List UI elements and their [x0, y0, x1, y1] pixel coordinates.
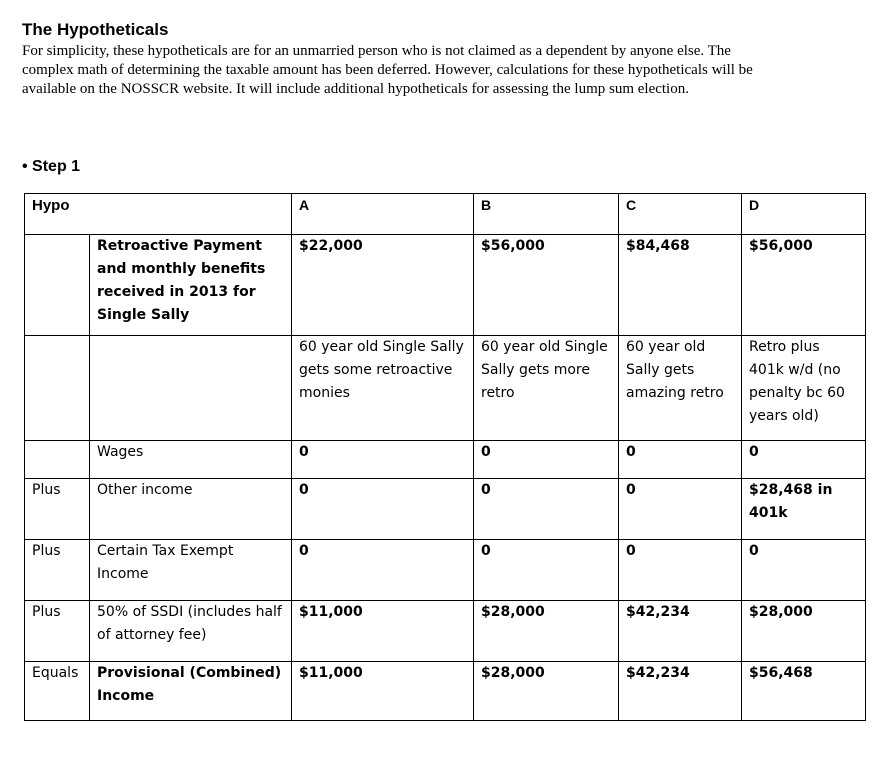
step-heading: • Step 1 — [22, 158, 81, 175]
row-prefix: Plus — [25, 479, 90, 540]
value-b: $56,000 — [474, 235, 619, 336]
value-a: 0 — [292, 540, 474, 601]
row-label: 50% of SSDI (includes half of attorney fee) — [90, 601, 292, 662]
value-c: 0 — [619, 479, 742, 540]
value-b: $28,000 — [474, 601, 619, 662]
table-row — [25, 479, 866, 540]
row-prefix: Equals — [25, 662, 90, 721]
value-d: $28,468 in 401k — [742, 479, 866, 540]
value-d: 0 — [742, 540, 866, 601]
row-prefix — [25, 235, 90, 336]
value-c: $42,234 — [619, 601, 742, 662]
value-a: 60 year old Single Sally gets some retroactive monies — [292, 336, 474, 441]
column-header-c: C — [619, 194, 742, 235]
value-b: 0 — [474, 479, 619, 540]
page-title: The Hypotheticals — [22, 20, 169, 39]
row-prefix — [25, 441, 90, 479]
row-label: Retroactive Payment and monthly benefits received in 2013 for Single Sally — [90, 235, 292, 336]
column-header-b: B — [474, 194, 619, 235]
value-a: $22,000 — [292, 235, 474, 336]
table-header-row — [25, 194, 866, 235]
header-blank-cell — [90, 194, 292, 235]
row-prefix — [25, 336, 90, 441]
table-row — [25, 441, 866, 479]
table-row — [25, 601, 866, 662]
value-a: 0 — [292, 479, 474, 540]
table-row — [25, 540, 866, 601]
intro-paragraph: For simplicity, these hypotheticals are for an unmarried person who is not claimed as a dependent by anyone else. The complex math of determining the taxable amount has been deferred. However, calculations for these hypotheticals will be available on the NOSSCR website. It will include additional hypotheticals for assessing the lump sum election. — [22, 43, 753, 97]
value-b: $28,000 — [474, 662, 619, 721]
value-c: 0 — [619, 441, 742, 479]
value-d: Retro plus 401k w/d (no penalty bc 60 years old) — [742, 336, 866, 441]
row-label: Certain Tax Exempt Income — [90, 540, 292, 601]
value-c: $42,234 — [619, 662, 742, 721]
value-b: 0 — [474, 441, 619, 479]
value-d: $28,000 — [742, 601, 866, 662]
row-prefix: Plus — [25, 540, 90, 601]
value-a: 0 — [292, 441, 474, 479]
row-prefix: Plus — [25, 601, 90, 662]
value-c: $84,468 — [619, 235, 742, 336]
row-label: Wages — [90, 441, 292, 479]
table-row — [25, 662, 866, 721]
row-label — [90, 336, 292, 441]
value-a: $11,000 — [292, 662, 474, 721]
hypo-label: Hypo — [25, 194, 90, 235]
value-d: 0 — [742, 441, 866, 479]
row-label: Other income — [90, 479, 292, 540]
value-a: $11,000 — [292, 601, 474, 662]
value-c: 60 year old Sally gets amazing retro — [619, 336, 742, 441]
value-c: 0 — [619, 540, 742, 601]
table-row — [25, 336, 866, 441]
row-label: Provisional (Combined) Income — [90, 662, 292, 721]
value-b: 0 — [474, 540, 619, 601]
value-b: 60 year old Single Sally gets more retro — [474, 336, 619, 441]
hypotheticals-table — [24, 193, 866, 721]
column-header-d: D — [742, 194, 866, 235]
value-d: $56,000 — [742, 235, 866, 336]
value-d: $56,468 — [742, 662, 866, 721]
column-header-a: A — [292, 194, 474, 235]
table-row — [25, 235, 866, 336]
